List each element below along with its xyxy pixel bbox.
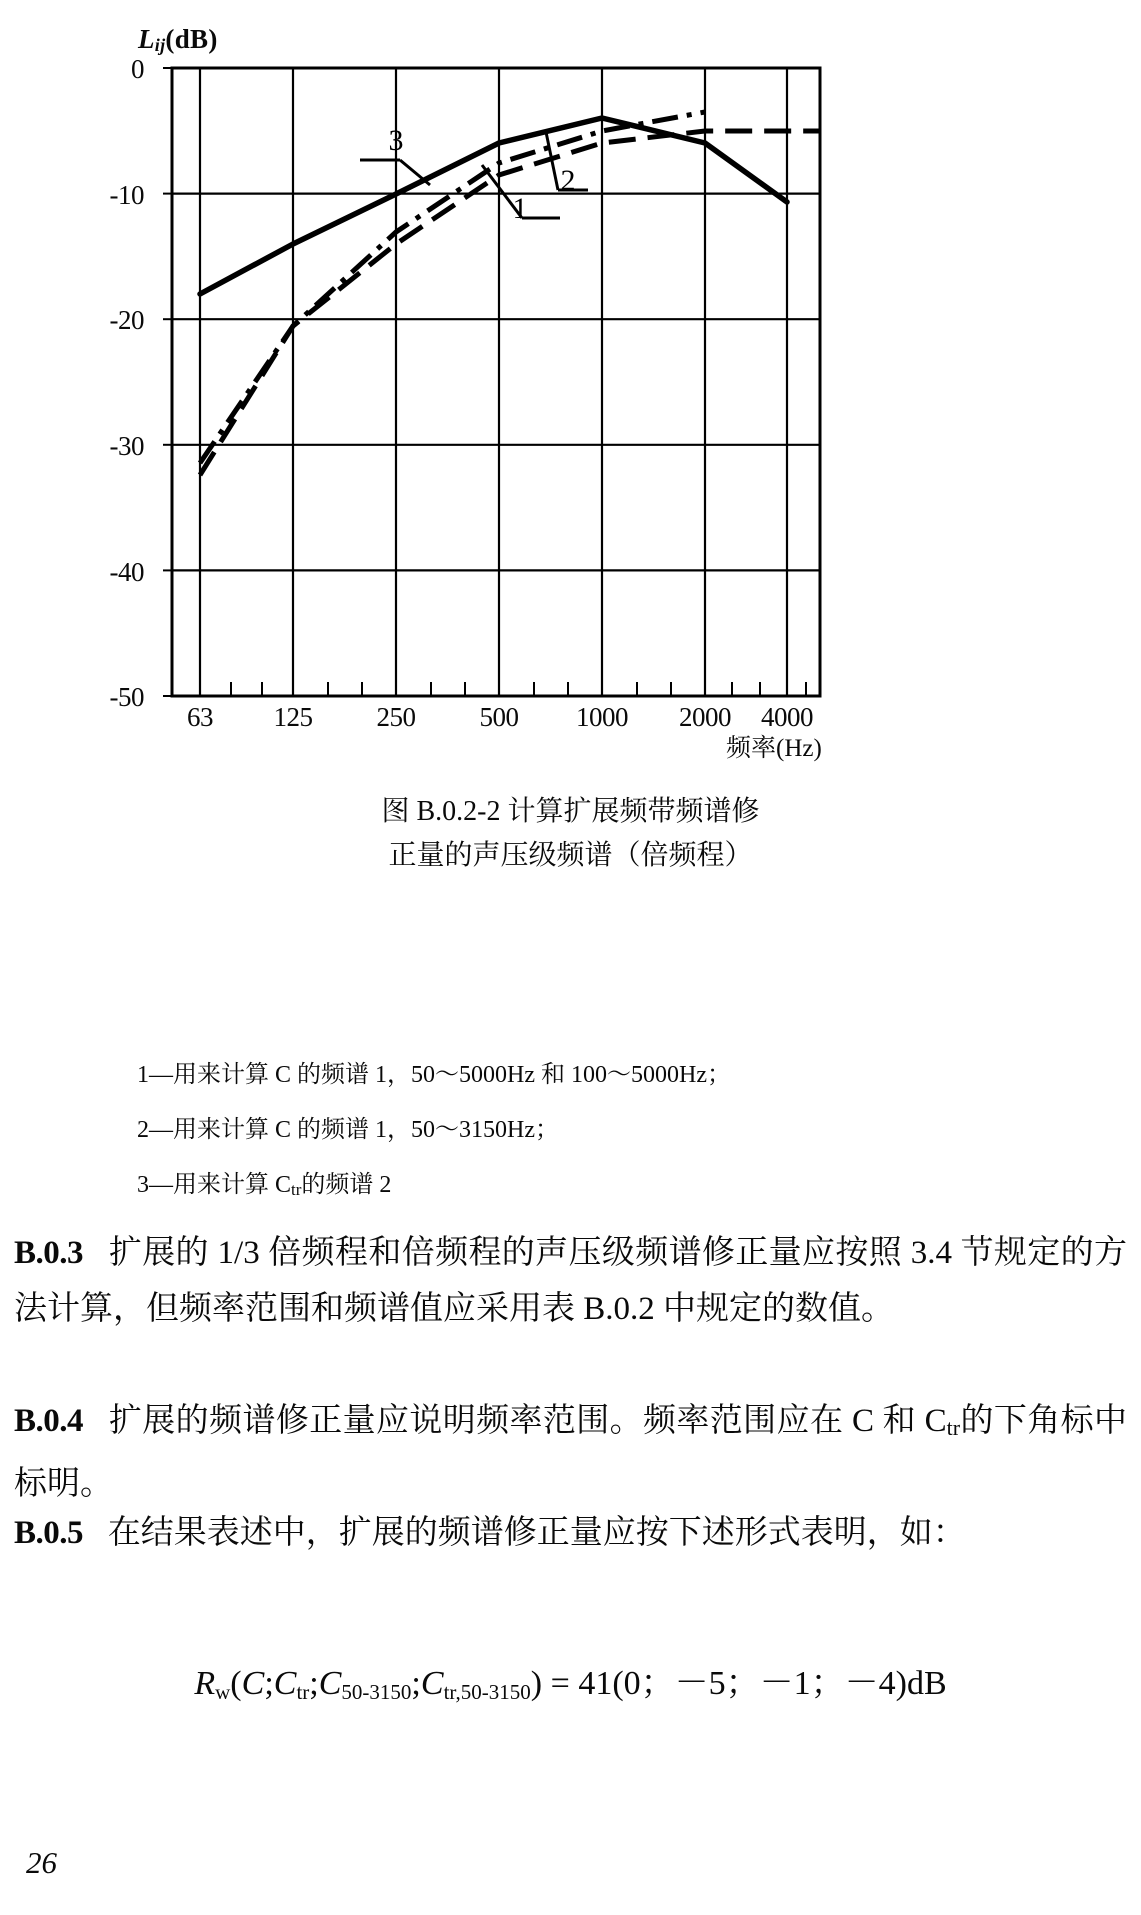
legend-item-3-post: 的频谱 2 (301, 1172, 392, 1198)
legend-item-2: 2—用来计算 C 的频谱 1，50～3150Hz； (137, 1117, 559, 1143)
y-tick-20: -20 (109, 305, 144, 335)
x-tick-2000: 2000 (679, 702, 731, 732)
legend-item-3 (137, 1168, 391, 1207)
figure-caption-line1: 图 B.0.2-2 计算扩展频带频谱修 (381, 796, 760, 827)
annotation-label-3: 3 (388, 124, 404, 157)
section-b05-text: 在结果表述中，扩展的频谱修正量应按下述形式表明，如： (107, 1515, 966, 1551)
formula-sep3: ; (411, 1665, 421, 1702)
x-tick-500: 500 (479, 702, 519, 732)
formula-c4: C (420, 1665, 444, 1702)
section-b03 (14, 1225, 1127, 1337)
y-tick-50: -50 (109, 682, 144, 712)
y-axis-label-main: L (138, 24, 155, 54)
legend-item-1: 1—用来计算 C 的频谱 1，50～5000Hz 和 100～5000Hz； (137, 1062, 731, 1088)
y-tick-10: -10 (109, 180, 144, 210)
y-tick-30: -30 (109, 431, 144, 461)
section-b04-number: B.0.4 (14, 1403, 84, 1439)
x-axis-title: 频率(Hz) (726, 735, 822, 762)
y-axis-label-unit: (dB) (165, 24, 218, 54)
formula-rhs: 41(0；－5；－1；－4)dB (578, 1665, 947, 1702)
formula-c3: C (318, 1665, 342, 1702)
formula-open: ( (230, 1665, 242, 1702)
formula-c1: C (241, 1665, 265, 1702)
y-tick-40: -40 (109, 557, 144, 587)
section-b04 (14, 1393, 1127, 1512)
y-tick-0: 0 (131, 54, 144, 84)
x-tick-4000: 4000 (761, 702, 813, 732)
section-b03-number: B.0.3 (14, 1235, 84, 1271)
legend-item-3-pre: 3—用来计算 C (137, 1172, 292, 1198)
y-axis-label-sub: ij (154, 35, 166, 55)
section-b04-text-a: 扩展的频谱修正量应说明频率范围。频率范围应在 C 和 C (108, 1403, 947, 1439)
section-b04-text-b: 的下角标中标明。 (14, 1403, 1128, 1502)
section-b03-text: 扩展的 1/3 倍频程和倍频程的声压级频谱修正量应按照 3.4 节规定的方法计算，但频率范围和频谱值应采用表 B.0.2 中规定的数值。 (14, 1235, 1128, 1327)
section-b04-subscript: tr (946, 1415, 961, 1440)
annotation-label-1: 1 (512, 192, 528, 225)
formula-equals: = (550, 1665, 570, 1702)
figure-caption-line2: 正量的声压级频谱（倍频程） (388, 840, 753, 871)
formula-c4-sub: tr,50-3150 (443, 1680, 531, 1704)
x-tick-1000: 1000 (576, 702, 628, 732)
annotation-label-2: 2 (560, 164, 576, 197)
section-b05 (14, 1505, 1127, 1561)
formula-sep1: ; (264, 1665, 274, 1702)
formula-r: R (194, 1665, 216, 1702)
section-b05-number: B.0.5 (14, 1515, 84, 1551)
x-tick-125: 125 (273, 702, 313, 732)
formula-c2-sub: tr (296, 1680, 310, 1704)
x-tick-63: 63 (187, 702, 213, 732)
formula-c3-sub: 50-3150 (341, 1680, 412, 1704)
formula-sep2: ; (309, 1665, 319, 1702)
formula-c2: C (273, 1665, 297, 1702)
formula-close: ) (530, 1665, 543, 1702)
x-tick-250: 250 (376, 702, 416, 732)
legend-item-3-sub: tr (291, 1180, 302, 1199)
formula-r-sub: w (215, 1680, 231, 1704)
formula-rw (0, 1655, 1141, 1705)
page-number: 26 (26, 1845, 57, 1880)
